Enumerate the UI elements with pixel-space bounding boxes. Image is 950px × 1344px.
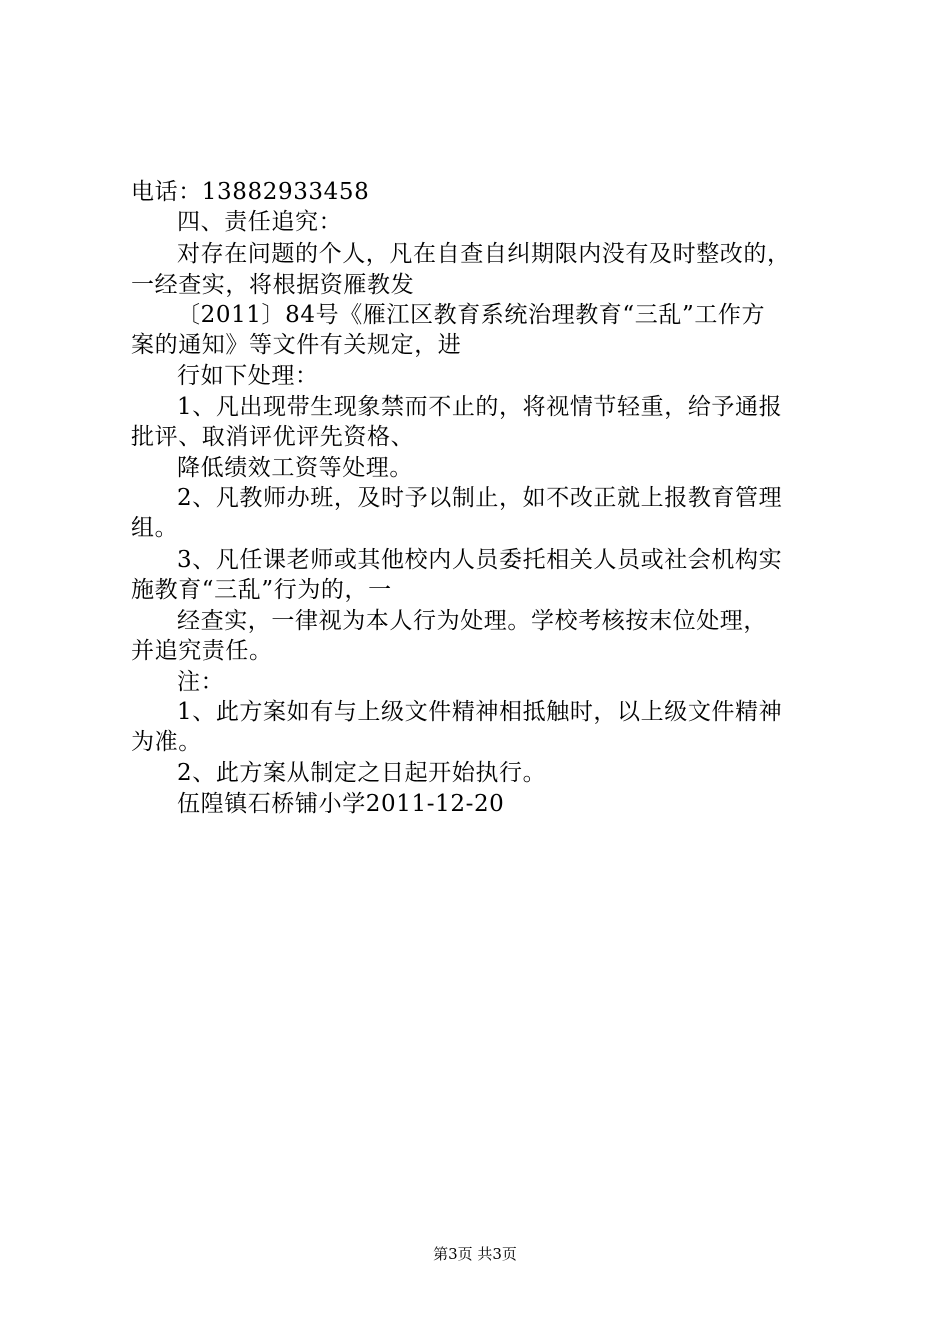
paragraph-line: 行如下处理： [177,363,319,389]
page-footer: 第3页 共3页 [433,1245,517,1263]
note-heading: 注： [177,669,225,695]
paragraph-line: 案的通知》等文件有关规定，进 [131,332,462,358]
note-item-line: 1、此方案如有与上级文件精神相抵触时，以上级文件精神 [177,699,783,725]
phone-line: 电话：13882933458 [131,179,370,205]
section-heading-accountability: 四、责任追究： [177,209,343,235]
list-item-line: 1、凡出现带生现象禁而不止的，将视情节轻重，给予通报 [177,394,783,420]
list-item-line: 2、凡教师办班，及时予以制止，如不改正就上报教育管理 [177,485,783,511]
list-item-line: 批评、取消评优评先资格、 [131,424,415,450]
note-item-line: 2、此方案从制定之日起开始执行。 [177,760,547,786]
list-item-line: 并追究责任。 [131,638,273,664]
list-item-line: 降低绩效工资等处理。 [177,455,413,481]
signature-line: 伍隍镇石桥铺小学2011-12-20 [177,791,505,817]
list-item-line: 3、凡任课老师或其他校内人员委托相关人员或社会机构实 [177,547,783,573]
list-item-line: 组。 [131,515,179,541]
list-item-line: 施教育“三乱”行为的，一 [131,577,392,603]
note-item-line: 为准。 [131,729,202,755]
paragraph-line: 〔2011〕84号《雁江区教育系统治理教育“三乱”工作方 [177,302,766,328]
paragraph-line: 一经查实，将根据资雁教发 [131,272,415,298]
paragraph-line: 对存在问题的个人，凡在自查自纠期限内没有及时整改的， [177,241,791,267]
list-item-line: 经查实，一律视为本人行为处理。学校考核按末位处理， [177,608,767,634]
